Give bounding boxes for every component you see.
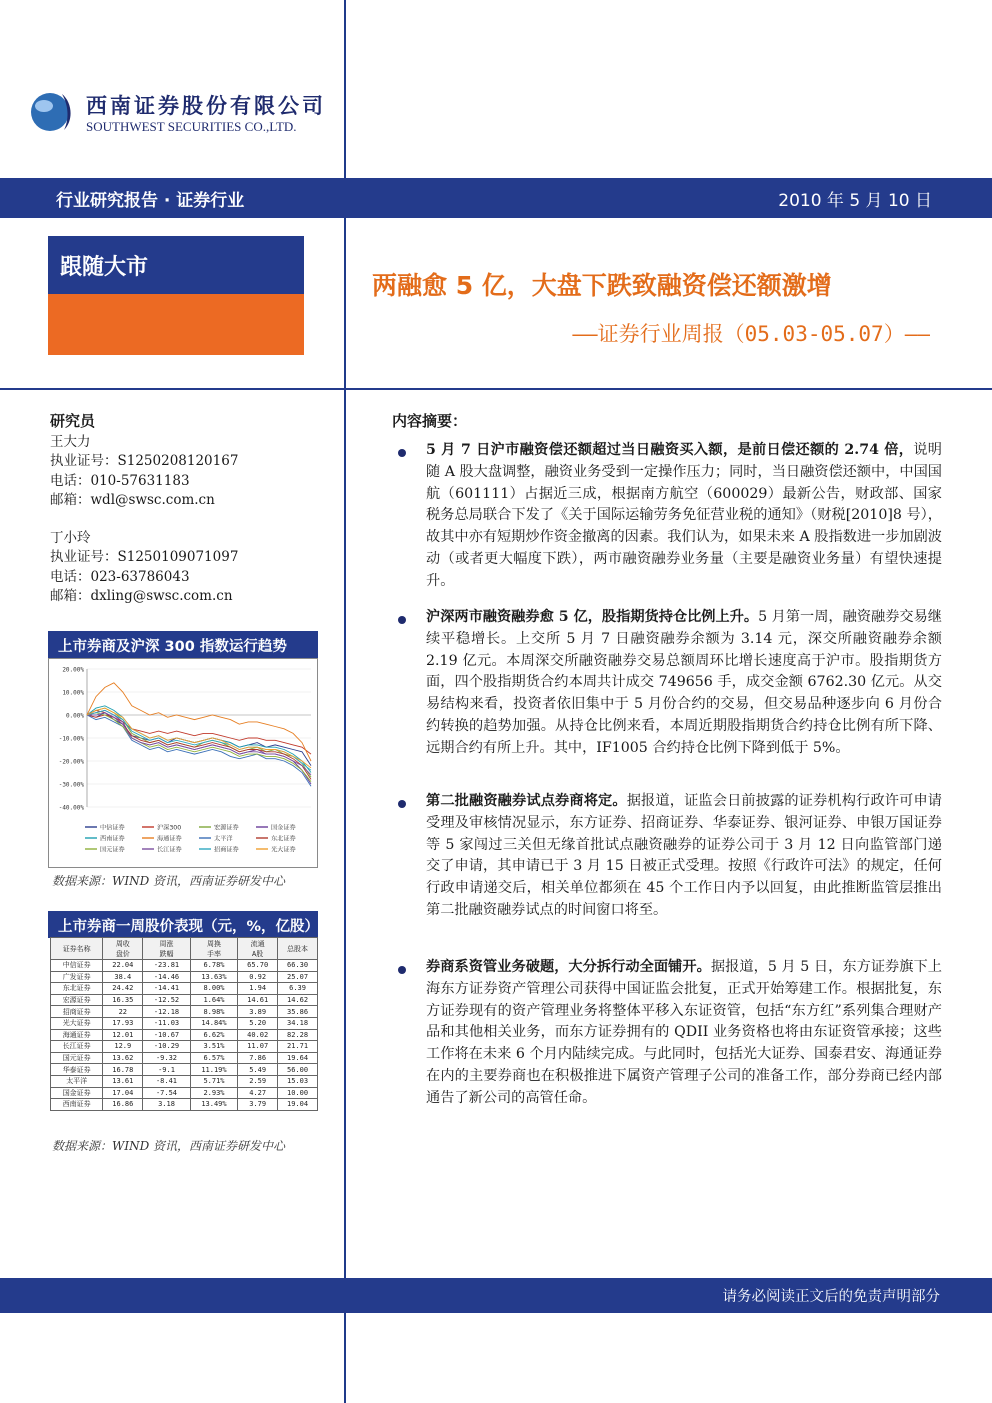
table-cell: 16.86 <box>103 1099 143 1111</box>
table-cell: 8.00% <box>190 983 237 995</box>
legend-label: 招商证券 <box>214 846 239 854</box>
table-cell: 22 <box>103 1006 143 1018</box>
table-row <box>51 971 318 983</box>
broker-name-cell: 海通证券 <box>51 1029 103 1041</box>
table-row <box>51 1041 318 1053</box>
table-cell: 66.30 <box>278 960 318 972</box>
table-cell: 12.9 <box>103 1041 143 1053</box>
table-cell: 3.18 <box>143 1099 190 1111</box>
table-cell: 35.86 <box>278 1006 318 1018</box>
table-cell: 21.71 <box>278 1041 318 1053</box>
analyst-license: 执业证号：S1250208120167 <box>50 453 239 469</box>
analyst-name: 王大力 <box>50 433 91 450</box>
legend-label: 西南证券 <box>100 835 125 843</box>
table-row <box>51 1099 318 1111</box>
table-cell: -10.67 <box>143 1029 190 1041</box>
y-tick-label: 10.00% <box>62 689 84 697</box>
legend-label: 长江证券 <box>157 846 182 854</box>
table-row <box>51 1075 318 1087</box>
table-header-cell: 总股本 <box>278 938 318 960</box>
table-cell: 82.28 <box>278 1029 318 1041</box>
legend-label: 海通证券 <box>157 835 182 843</box>
table-cell: 19.04 <box>278 1099 318 1111</box>
table-cell: 2.59 <box>238 1075 278 1087</box>
table-cell: 17.04 <box>103 1087 143 1099</box>
table-cell: 25.07 <box>278 971 318 983</box>
table-cell: -9.1 <box>143 1064 190 1076</box>
trend-chart <box>48 658 318 868</box>
table-row <box>51 1029 318 1041</box>
table-row <box>51 1006 318 1018</box>
table-cell: 0.92 <box>238 971 278 983</box>
header-band <box>0 178 992 218</box>
summary-body: 据报道，证监会日前披露的证券机构行政许可申请受理及审核情况显示，东方证券、招商证券、华泰证券、银河证券、申银万国证券等 5 家闯过三关但无缘首批试点融资融券的证券公司于 3 月 12 日向监管部门递交了申请，其申请已于 3 月 15 日被正式受理。按照《行政许可法》的规定，任何行政申请递交后，相关单位都须在 45 个工作日内予以回复，由此推断监管层推出第二批融资融券试点的时间窗口将至。 <box>426 793 942 918</box>
table-row <box>51 1017 318 1029</box>
table-cell: 5.49 <box>238 1064 278 1076</box>
table-cell: 24.42 <box>103 983 143 995</box>
summary-body: 据报道，5 月 5 日，东方证券旗下上海东方证券资产管理公司获得中国证监会批复，正式开始筹建工作。根据批复，东方证券现有的资产管理业务将整体平移入东证资管，包括“东方红”系列集合理财产品和其他相关业务，而东方证券拥有的 QDII 业务资格也将由东证资管承接；这些工作将在未来 6 个月内陆续完成。与此同时，包括光大证券、国泰君安、海通证券在内的主要券商也在积极推进下属资产管理子公司的准备工作，部分券商已经内部通告了新公司的高管任命。 <box>426 959 942 1106</box>
table-cell: 12.01 <box>103 1029 143 1041</box>
legend-label: 国金证券 <box>271 824 296 832</box>
report-subtitle: ——证券行业周报（05.03-05.07）—— <box>572 322 930 346</box>
table-row <box>51 1064 318 1076</box>
table-cell: -14.46 <box>143 971 190 983</box>
summary-body: 5 月第一周，融资融券交易继续平稳增长。上交所 5 月 7 日融资融券余额为 3.14 元，深交所融资融券余额 2.19 亿元。本周深交所融资融券交易总额周环比增长速度高于沪市。股指期货方面，四个股指期货合约本周共计成交 749656 手，成交金额 6762.30 亿元。从交易结构来看，投资者依旧集中于 5 月份合约的交易，但交易品种逐步向 6 月份合约转换的趋势加强。从持仓比例来看，本周近期股指期货合约持仓比例有所下降、远期合约有所上升。其中，IF1005 合约持仓比例下降到低于 5%。 <box>426 609 942 756</box>
analyst-email: 邮箱：wdl@swsc.com.cn <box>50 492 215 508</box>
table-header-cell: 周涨 跌幅 <box>143 938 190 960</box>
price-table <box>50 937 318 1111</box>
chart-title: 上市券商及沪深 300 指数运行趋势 <box>48 631 318 658</box>
chart-source: 数据来源：WIND 资讯，西南证券研发中心 <box>52 874 286 888</box>
legend-label: 国元证券 <box>100 846 125 854</box>
table-cell: 11.07 <box>238 1041 278 1053</box>
analyst-phone: 电话：010-57631183 <box>50 472 190 489</box>
logo-globe-icon <box>26 86 78 138</box>
table-cell: -8.41 <box>143 1075 190 1087</box>
table-cell: 4.27 <box>238 1087 278 1099</box>
report-date: 2010 年 5 月 10 日 <box>778 191 932 211</box>
table-cell: 38.4 <box>103 971 143 983</box>
table-row <box>51 994 318 1006</box>
legend-label: 太平洋 <box>214 835 233 843</box>
table-cell: 14.84% <box>190 1017 237 1029</box>
analyst-phone: 电话：023-63786043 <box>50 568 190 585</box>
table-cell: 14.61 <box>238 994 278 1006</box>
summary-body: 说明随 A 股大盘调整，融资业务受到一定操作压力；同时，当日融资偿还额中，中国国航（601111）占据近三成，根据南方航空（600029）最新公告，财政部、国家税务总局联合下发了《关于国际运输劳务免征营业税的通知》（财税[2010]8 号），故其中亦有短期炒作资金撤离的因素。我们认为，如果未来 A 股指数进一步加剧波动（或者更大幅度下跌），两市融资融券业务量（主要是融资业务量）有望快速提升。 <box>426 442 942 589</box>
section-separator <box>0 388 992 390</box>
table-cell: 19.64 <box>278 1052 318 1064</box>
broker-name-cell: 国金证券 <box>51 1087 103 1099</box>
table-cell: 34.18 <box>278 1017 318 1029</box>
table-cell: -10.29 <box>143 1041 190 1053</box>
broker-name-cell: 华泰证券 <box>51 1064 103 1076</box>
table-cell: 40.02 <box>238 1029 278 1041</box>
broker-name-cell: 长江证券 <box>51 1041 103 1053</box>
table-cell: 65.70 <box>238 960 278 972</box>
y-tick-label: -20.00% <box>58 758 84 766</box>
analyst-email: 邮箱：dxling@swsc.com.cn <box>50 588 233 604</box>
broker-name-cell: 太平洋 <box>51 1075 103 1087</box>
bullet-icon <box>398 800 406 808</box>
table-cell: -14.41 <box>143 983 190 995</box>
table-cell: 15.03 <box>278 1075 318 1087</box>
table-cell: 5.71% <box>190 1075 237 1087</box>
rating-box <box>48 236 304 355</box>
table-row <box>51 983 318 995</box>
broker-name-cell: 广发证券 <box>51 971 103 983</box>
table-header-cell: 周换 手率 <box>190 938 237 960</box>
summary-lead: 沪深两市融资融券愈 5 亿，股指期货持仓比例上升。 <box>426 609 759 625</box>
table-cell: 13.61 <box>103 1075 143 1087</box>
table-cell: -7.54 <box>143 1087 190 1099</box>
table-cell: 6.39 <box>278 983 318 995</box>
table-cell: 8.98% <box>190 1006 237 1018</box>
trend-chart-svg <box>49 659 317 867</box>
y-tick-label: 20.00% <box>62 666 84 674</box>
summary-item <box>426 791 942 922</box>
company-logo <box>26 86 346 146</box>
table-cell: 1.64% <box>190 994 237 1006</box>
table-cell: 5.20 <box>238 1017 278 1029</box>
analyst-name: 丁小玲 <box>50 529 91 546</box>
bullet-icon <box>398 966 406 974</box>
summary-lead: 5 月 7 日沪市融资偿还额超过当日融资买入额，是前日偿还额的 2.74 倍， <box>426 442 914 458</box>
table-cell: -9.32 <box>143 1052 190 1064</box>
bullet-icon <box>398 449 406 457</box>
table-cell: 2.93% <box>190 1087 237 1099</box>
broker-name-cell: 东北证券 <box>51 983 103 995</box>
y-tick-label: -10.00% <box>58 735 84 743</box>
table-header-cell: 证券名称 <box>51 938 103 960</box>
table-cell: 14.62 <box>278 994 318 1006</box>
table-cell: 3.51% <box>190 1041 237 1053</box>
table-cell: 17.93 <box>103 1017 143 1029</box>
table-cell: 11.19% <box>190 1064 237 1076</box>
table-cell: -12.52 <box>143 994 190 1006</box>
table-cell: 6.78% <box>190 960 237 972</box>
summary-lead: 券商系资管业务破题，大分拆行动全面铺开。 <box>426 959 711 975</box>
table-cell: 16.78 <box>103 1064 143 1076</box>
table-cell: 22.04 <box>103 960 143 972</box>
broker-name-cell: 国元证券 <box>51 1052 103 1064</box>
table-cell: 13.63% <box>190 971 237 983</box>
y-tick-label: -30.00% <box>58 781 84 789</box>
table-cell: 3.89 <box>238 1006 278 1018</box>
table-row <box>51 1087 318 1099</box>
table-cell: 3.79 <box>238 1099 278 1111</box>
legend-label: 宏源证券 <box>214 824 239 832</box>
table-cell: 13.49% <box>190 1099 237 1111</box>
broker-name-cell: 招商证券 <box>51 1006 103 1018</box>
summary-heading: 内容摘要： <box>392 412 468 430</box>
table-row <box>51 1052 318 1064</box>
table-cell: -12.18 <box>143 1006 190 1018</box>
analyst-heading: 研究员 <box>50 412 96 430</box>
report-title: 两融愈 5 亿，大盘下跌致融资偿还额激增 <box>372 271 832 300</box>
broker-name-cell: 宏源证券 <box>51 994 103 1006</box>
table-row <box>51 960 318 972</box>
broker-name-cell: 光大证券 <box>51 1017 103 1029</box>
rating-accent <box>48 294 304 355</box>
bullet-icon <box>398 616 406 624</box>
table-header-cell: 周收 盘价 <box>103 938 143 960</box>
table-cell: 1.94 <box>238 983 278 995</box>
company-name-cn: 西南证券股份有限公司 <box>86 94 326 118</box>
y-tick-label: -40.00% <box>58 804 84 812</box>
analyst-info <box>50 412 340 607</box>
legend-label: 光大证券 <box>271 846 296 854</box>
summary-item <box>426 957 942 1110</box>
legend-label: 沪深300 <box>157 824 182 832</box>
legend-label: 中信证券 <box>100 824 125 832</box>
summary-lead: 第二批融资融券试点券商将定。 <box>426 793 627 809</box>
y-tick-label: 0.00% <box>65 712 84 720</box>
series-line <box>87 710 311 784</box>
disclaimer-notice: 请务必阅读正文后的免责声明部分 <box>722 1289 940 1305</box>
broker-name-cell: 中信证券 <box>51 960 103 972</box>
table-cell: 6.57% <box>190 1052 237 1064</box>
report-category: 行业研究报告 · 证券行业 <box>56 191 245 211</box>
company-name-en: SOUTHWEST SECURITIES CO.,LTD. <box>86 119 297 134</box>
table-cell: 56.00 <box>278 1064 318 1076</box>
table-header-cell: 流通 A股 <box>238 938 278 960</box>
table-cell: -11.03 <box>143 1017 190 1029</box>
rating-label: 跟随大市 <box>48 236 304 294</box>
legend-label: 东北证券 <box>271 835 296 843</box>
summary-item <box>426 440 942 593</box>
table-cell: 10.00 <box>278 1087 318 1099</box>
table-cell: 6.62% <box>190 1029 237 1041</box>
series-line <box>87 683 311 761</box>
table-source: 数据来源：WIND 资讯，西南证券研发中心 <box>52 1139 286 1153</box>
table-header-row <box>51 938 318 960</box>
table-title: 上市券商一周股价表现（元，%，亿股） <box>48 911 318 938</box>
table-cell: -23.81 <box>143 960 190 972</box>
table-cell: 16.35 <box>103 994 143 1006</box>
analyst-license: 执业证号：S1250109071097 <box>50 549 239 565</box>
table-cell: 7.86 <box>238 1052 278 1064</box>
table-cell: 13.62 <box>103 1052 143 1064</box>
broker-name-cell: 西南证券 <box>51 1099 103 1111</box>
summary-item <box>426 607 942 760</box>
table-body <box>51 960 318 1111</box>
